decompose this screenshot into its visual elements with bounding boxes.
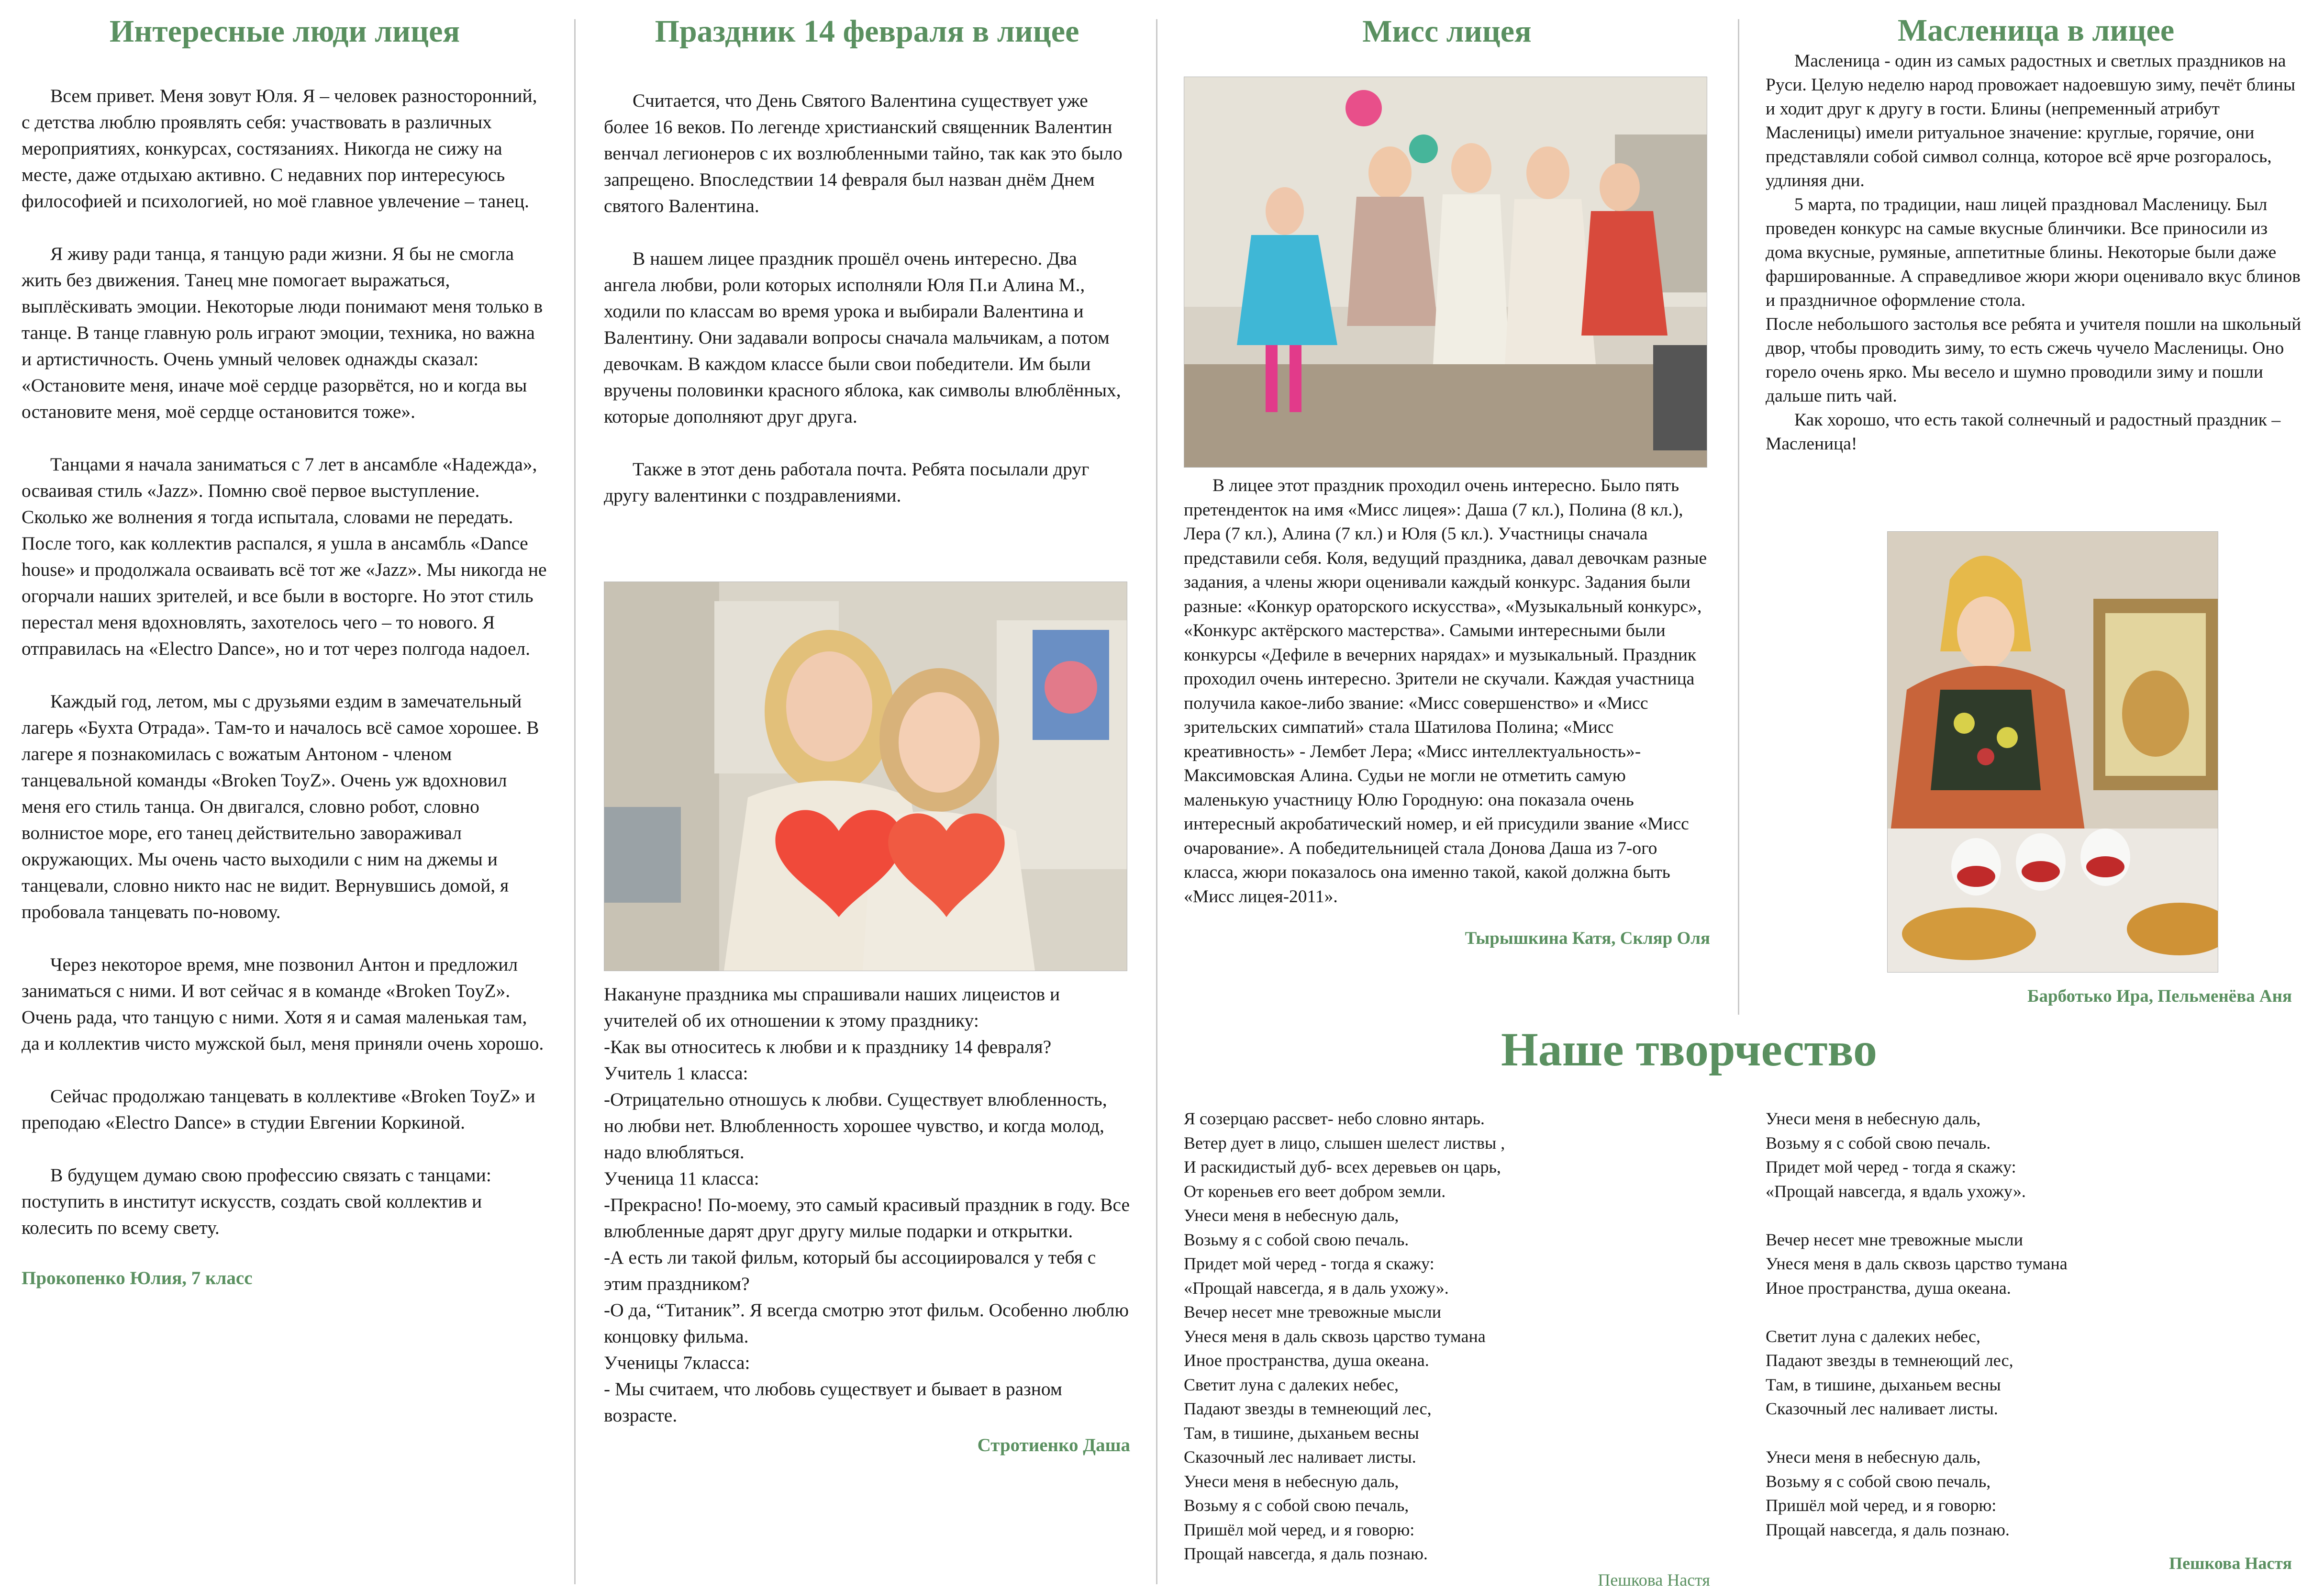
valentines-photo bbox=[604, 582, 1127, 971]
section-title: Наше творчество bbox=[1501, 1023, 1877, 1076]
article-title: Праздник 14 февраля в лицее bbox=[655, 14, 1079, 49]
paragraph: Как хорошо, что есть такой солнечный и радостный праздник – Масленица! bbox=[1766, 410, 2281, 454]
article-interesting-people bbox=[22, 0, 548, 1590]
paragraph: В нашем лицее праздник прошёл очень интересно. Два ангела любви, роли которых исполняли Юля П.и Алина М., ходили по классам во время урока и выбирали Валентина и Валентину. Они задавали вопросы сначала мальчикам, а потом девочкам. В каждом классе были свои победители. Им были вручены половинки красного яблока, как символы влюблённых, которые дополняют друг друга. bbox=[604, 247, 1121, 427]
paragraph: В лицее этот праздник проходил очень интересно. Было пять претенденток на имя «Мисс лицея»: Даша (7 кл.), Полина (8 кл.), Лера (7 кл.), Алина (7 кл.) и Юля (5 кл.). Участницы сначала представили себя. Коля, ведущий праздника, давал девочкам разные задания, а члены жюри оценивали каждый конкурс. Задания были разные: «Конкур ораторского искусства», «Музыкальный конкурс», «Конкурс актёрского мастерства». Самыми интересными были конкурсы «Дефиле в вечерних нарядах» и музыкальный. Праздник проходил очень интересно. Зрители не скучали. Каждая участница получила какое-либо звание: «Мисс совершенство» и «Мисс зрительских симпатий» стала Шатилова Полина; «Мисс креативность» - Лембет Лера; «Мисс интеллектуальность»- Максимовская Алина. Судьи не могли не отметить самую маленькую участницу Юлю Городную: она показала очень интересный акробатический номер, и ей присудили звание «Мисс очарование». А победительницей стала Донова Даша из 7-ого класса, жюри показалось она именно такой, какой должна быть «Мисс лицея-2011». bbox=[1184, 476, 1707, 907]
column-divider-1 bbox=[574, 19, 576, 1584]
paragraph: Масленица - один из самых радостных и светлых праздников на Руси. Целую неделю народ провожает надоевшую зиму, печёт блины и ходит друг к другу в гости. Блины (непременный атрибут Масленицы) имели ритуальное значение: круглые, горячие, они представляли собой символ солнца, которое всё ярче розгоралось, удлиняя дни. bbox=[1766, 51, 2296, 190]
paragraph: 5 марта, по традиции, наш лицей праздновал Масленицу. Был проведен конкурс на самые вкусные блинчики. Все приносили из дома вкусные, румяные, аппетитные блины. Некоторые были даже фаршированные. А справедливое жюри жюри оценивало вкус блинов и праздничное оформление стола. bbox=[1766, 194, 2301, 310]
poem-right bbox=[1766, 1107, 2292, 1573]
miss-lyceum-body bbox=[1184, 474, 1710, 949]
interview-line: -Отрицательно отношусь к любви. Существует влюбленность, но любви нет. Влюбленность хорошее чувство, и когда молод, надо влюбляться. bbox=[604, 1089, 1107, 1163]
valentines-interview bbox=[604, 981, 1130, 1456]
paragraph: После небольшого застолья все ребята и учителя пошли на школьный двор, чтобы проводить зиму, то есть сжечь чучело Масленицы. Оно горело очень ярко. Мы весело и шумно проводили зиму и пошли дальше пить чай. bbox=[1766, 314, 2302, 406]
author-signature: Стротиенко Даша bbox=[977, 1435, 1130, 1456]
author-signature: Пешкова Настя bbox=[2169, 1554, 2292, 1573]
maslenitsa-photo bbox=[1887, 531, 2218, 973]
author-signature: Тырышкина Катя, Скляр Оля bbox=[1465, 929, 1710, 948]
interview-line: Накануне праздника мы спрашивали наших лицеистов и учителей об их отношении к этому празднику: bbox=[604, 984, 1060, 1031]
author-signature: Барботько Ира, Пельменёва Аня bbox=[2027, 986, 2292, 1006]
interview-line: Учитель 1 класса: bbox=[604, 1063, 748, 1084]
poem-text: Я созерцаю рассвет- небо словно янтарь. Ветер дует в лицо, слышен шелест листвы , И раскидистый дуб- всех деревьев он царь, От кореньев его веет добром земли. Унеси меня в небесную даль, Возьму я с собой свою печаль. Придет мой черед - тогда я скажу: «Прощай навсегда, я в даль ухожу». Вечер несет мне тревожные мысли Унеся меня в даль сквозь царство тумана Иное пространства, душа океана. Светит луна с далеких небес, Падают звезды в темнеющий лес, Там, в тишине, дыханьем весны Сказочный лес наливает листы. Унеси меня в небесную даль, Возьму я с собой свою печаль, Пришёл мой черед, и я говорю: Прощай навсегда, я даль познаю. bbox=[1184, 1109, 1505, 1563]
interview-line: Ученица 11 класса: bbox=[604, 1168, 759, 1189]
article-title: Интересные люди лицея bbox=[109, 14, 460, 49]
article-title: Масленица в лицее bbox=[1897, 13, 2175, 48]
paragraph: Считается, что День Святого Валентина существует уже более 16 веков. По легенде христианский священник Валентин венчал легионеров с их возлюбленными тайно, так как это было запрещено. Впоследствии 14 февраля был назван днём Днем святого Валентина. bbox=[604, 90, 1123, 216]
interview-line: -Прекрасно! По-моему, это самый красивый праздник в году. Все влюбленные дарят друг другу милые подарки и открытки. bbox=[604, 1194, 1130, 1242]
column-divider-2 bbox=[1156, 19, 1157, 1584]
author-signature: Прокопенко Юлия, 7 класс bbox=[22, 1267, 253, 1288]
column-divider-3 bbox=[1738, 19, 1739, 1015]
paragraph: Всем привет. Меня зовут Юля. Я – человек разносторонний, с детства люблю проявлять себя: участвовать в различных мероприятиях, конкурсах, состязаниях. Никогда не сижу на месте, даже отдыхаю активно. С недавних пор интересуюсь философией и психологией, но моё главное увлечение – танец. bbox=[22, 85, 537, 212]
paragraph: Сейчас продолжаю танцевать в коллективе «Broken ToyZ» и преподаю «Electro Dance» в студии Евгении Коркиной. bbox=[22, 1085, 535, 1133]
paragraph: Каждый год, летом, мы с друзьями ездим в замечательный лагерь «Бухта Отрада». Там-то и началось всё самое хорошее. В лагере я познакомилась с вожатым Антоном - членом танцевальной команды «Broken ToyZ». Очень уж вдохновил меня его стиль танца. Он двигался, словно робот, словно волнистое море, его танец действительно завораживал окружающих. Мы очень часто выходили с ним на джемы и танцевали, словно никто нас не видит. Вернувшись домой, я пробовала танцевать по-новому. bbox=[22, 690, 539, 922]
paragraph: В будущем думаю свою профессию связать с танцами: поступить в институт искусств, создать свой коллектив и колесить по всему свету. bbox=[22, 1164, 491, 1238]
paragraph: Я живу ради танца, я танцую ради жизни. Я бы не смогла жить без движения. Танец мне помогает выражаться, выплёскивать эмоции. Некоторые люди понимают меня только в танце. В танце главную роль играют эмоции, техника, но важна и артистичность. Очень умный человек однажды сказал: «Остановите меня, иначе моё сердце разорвётся, но и когда вы остановите меня, моё сердце остановится тоже». bbox=[22, 243, 543, 422]
interview-line: - Мы считаем, что любовь существует и бывает в разном возрасте. bbox=[604, 1378, 1062, 1426]
interview-line: Ученицы 7класса: bbox=[604, 1352, 750, 1373]
article-title: Мисс лицея bbox=[1362, 14, 1532, 49]
author-signature: Пешкова Настя bbox=[1598, 1570, 1710, 1590]
paragraph: Танцами я начала заниматься с 7 лет в ансамбле «Надежда», осваивая стиль «Jazz». Помню своё первое выступление. Сколько же волнения я тогда испытала, словами не передать. После того, как коллектив распался, я ушла в ансамбль «Dance house» и продолжала осваивать всё тот же «Jazz». Мы никогда не огорчали наших зрителей, и все были в восторге. Но этот стиль перестал меня вдохновлять, захотелось чего – то нового. Я отправилась на «Electro Dance», но и тот через полгода надоел. bbox=[22, 453, 547, 659]
interview-line: -А есть ли такой фильм, который бы ассоциировался у тебя с этим праздником? bbox=[604, 1247, 1096, 1294]
paragraph: Также в этот день работала почта. Ребята посылали друг другу валентинки с поздравлениями. bbox=[604, 458, 1090, 506]
maslenitsa-signature-block bbox=[1766, 986, 2292, 1007]
poem-left bbox=[1184, 1107, 1710, 1590]
paragraph: Через некоторое время, мне позвонил Антон и предложил заниматься с ними. И вот сейчас я в команде «Broken ToyZ». Очень рада, что танцую с ними. Хотя я и самая маленькая там, да и коллектив чисто мужской был, меня приняли очень хорошо. bbox=[22, 953, 544, 1054]
miss-lyceum-photo bbox=[1184, 77, 1707, 468]
interview-line: -Как вы относитесь к любви и к празднику 14 февраля? bbox=[604, 1036, 1052, 1057]
interview-line: -О да, “Титаник”. Я всегда смотрю этот фильм. Особенно люблю концовку фильма. bbox=[604, 1299, 1129, 1347]
poem-text: Унеси меня в небесную даль, Возьму я с собой свою печаль. Придет мой черед - тогда я скажу: «Прощай навсегда, я вдаль ухожу». Вечер несет мне тревожные мысли Унеся меня в даль сквозь царство тумана Иное пространства, душа океана. Светит луна с далеких небес, Падают звезды в темнеющий лес, Там, в тишине, дыханьем весны Сказочный лес наливает листы. Унеси меня в небесную даль, Возьму я с собой свою печаль, Пришёл мой черед, и я говорю: Прощай навсегда, я даль познаю. bbox=[1766, 1109, 2068, 1539]
